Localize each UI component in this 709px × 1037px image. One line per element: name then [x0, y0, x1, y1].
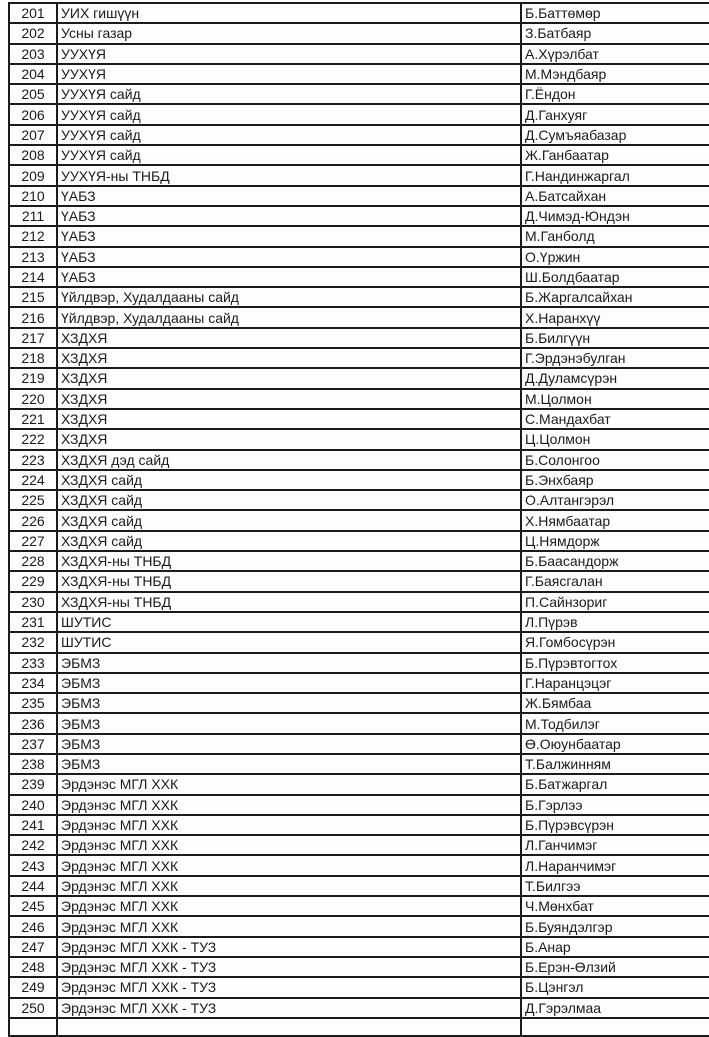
person-name-cell: Г.Нандинжаргал — [521, 165, 709, 185]
table-row — [9, 632, 709, 652]
table-row — [9, 368, 709, 388]
person-name-cell: О.Алтангэрэл — [521, 490, 709, 510]
organization-cell: Эрдэнэс МГЛ ХХК — [57, 815, 521, 835]
organization-cell: Эрдэнэс МГЛ ХХК — [57, 855, 521, 875]
table-row — [9, 592, 709, 612]
row-number-cell: 240 — [9, 795, 57, 815]
table-row — [9, 165, 709, 185]
table-row — [9, 815, 709, 835]
organization-cell: ХЗДХЯ сайд — [57, 470, 521, 490]
row-number-cell: 209 — [9, 165, 57, 185]
row-number-cell: 222 — [9, 429, 57, 449]
organization-cell: ХЗДХЯ — [57, 348, 521, 368]
table-row — [9, 409, 709, 429]
row-number-cell: 227 — [9, 531, 57, 551]
row-number-cell: 242 — [9, 835, 57, 855]
table-row — [9, 531, 709, 551]
row-number-cell: 212 — [9, 226, 57, 246]
row-number-cell: 202 — [9, 23, 57, 43]
person-name-cell: Х.Наранхүү — [521, 307, 709, 327]
organization-cell: УУХҮЯ сайд — [57, 125, 521, 145]
table-row — [9, 673, 709, 693]
table-row — [9, 104, 709, 124]
row-number-cell — [9, 1018, 57, 1036]
table-row — [9, 23, 709, 43]
table-row — [9, 876, 709, 896]
table-row — [9, 653, 709, 673]
person-name-cell: Б.Жаргалсайхан — [521, 287, 709, 307]
row-number-cell: 241 — [9, 815, 57, 835]
row-number-cell: 226 — [9, 510, 57, 530]
person-name-cell: Т.Балжинням — [521, 754, 709, 774]
row-number-cell: 211 — [9, 206, 57, 226]
organization-cell: ШУТИС — [57, 632, 521, 652]
table-row — [9, 571, 709, 591]
organization-cell: ЭБМЗ — [57, 693, 521, 713]
person-name-cell: Б.Буяндэлгэр — [521, 916, 709, 936]
row-number-cell: 236 — [9, 713, 57, 733]
table-row — [9, 450, 709, 470]
person-name-cell: Б.Батжаргал — [521, 774, 709, 794]
person-name-cell: Б.Анар — [521, 937, 709, 957]
person-name-cell: Г.Наранцэцэг — [521, 673, 709, 693]
row-number-cell: 232 — [9, 632, 57, 652]
row-number-cell: 214 — [9, 267, 57, 287]
organization-cell: Эрдэнэс МГЛ ХХК - ТУЗ — [57, 937, 521, 957]
clipped-next-row — [9, 1018, 709, 1036]
person-name-cell: Ө.Оюунбаатар — [521, 734, 709, 754]
organization-cell: УУХҮЯ — [57, 64, 521, 84]
person-name-cell: Б.Баасандорж — [521, 551, 709, 571]
table-row — [9, 328, 709, 348]
person-name-cell: Б.Баттөмөр — [521, 3, 709, 23]
organization-cell: ҮАБЗ — [57, 186, 521, 206]
row-number-cell: 219 — [9, 368, 57, 388]
table-row — [9, 693, 709, 713]
person-name-cell: Я.Гомбосүрэн — [521, 632, 709, 652]
row-number-cell: 205 — [9, 84, 57, 104]
organization-cell: ХЗДХЯ — [57, 429, 521, 449]
person-name-cell: Б.Билгүүн — [521, 328, 709, 348]
row-number-cell: 204 — [9, 64, 57, 84]
table-row — [9, 44, 709, 64]
table-row — [9, 348, 709, 368]
person-name-cell: Д.Чимэд-Юндэн — [521, 206, 709, 226]
person-name-cell: Д.Гэрэлмаа — [521, 998, 709, 1018]
row-number-cell: 218 — [9, 348, 57, 368]
person-name-cell: Д.Дуламсүрэн — [521, 368, 709, 388]
organization-cell: УУХҮЯ сайд — [57, 84, 521, 104]
row-number-cell: 221 — [9, 409, 57, 429]
table-row — [9, 937, 709, 957]
table-row — [9, 226, 709, 246]
row-number-cell: 201 — [9, 3, 57, 23]
organization-cell — [57, 1018, 521, 1036]
row-number-cell: 248 — [9, 957, 57, 977]
table-row — [9, 307, 709, 327]
row-number-cell: 243 — [9, 855, 57, 875]
table-row — [9, 855, 709, 875]
row-number-cell: 216 — [9, 307, 57, 327]
table-row — [9, 916, 709, 936]
organization-cell: ХЗДХЯ сайд — [57, 531, 521, 551]
row-number-cell: 247 — [9, 937, 57, 957]
table-row — [9, 998, 709, 1018]
organization-cell: УУХҮЯ сайд — [57, 104, 521, 124]
row-number-cell: 208 — [9, 145, 57, 165]
table-row — [9, 247, 709, 267]
organization-cell: ХЗДХЯ дэд сайд — [57, 450, 521, 470]
person-name-cell: А.Хүрэлбат — [521, 44, 709, 64]
organization-cell: ҮАБЗ — [57, 267, 521, 287]
person-name-cell: М.Ганболд — [521, 226, 709, 246]
row-number-cell: 223 — [9, 450, 57, 470]
row-number-cell: 244 — [9, 876, 57, 896]
organization-cell: ЭБМЗ — [57, 653, 521, 673]
person-name-cell: Д.Сумъяабазар — [521, 125, 709, 145]
person-name-cell: Ц.Цолмон — [521, 429, 709, 449]
organization-cell: Эрдэнэс МГЛ ХХК - ТУЗ — [57, 977, 521, 997]
organization-cell: Эрдэнэс МГЛ ХХК — [57, 835, 521, 855]
organization-cell: ЭБМЗ — [57, 713, 521, 733]
table-row — [9, 206, 709, 226]
row-number-cell: 220 — [9, 389, 57, 409]
organization-cell: ХЗДХЯ-ны ТНБД — [57, 592, 521, 612]
organization-cell: ШУТИС — [57, 612, 521, 632]
person-name-cell: Т.Билгээ — [521, 876, 709, 896]
scanned-document-page — [8, 2, 709, 1037]
organization-cell: УУХҮЯ сайд — [57, 145, 521, 165]
row-number-cell: 238 — [9, 754, 57, 774]
person-name-cell: Х.Нямбаатар — [521, 510, 709, 530]
person-name-cell: О.Үржин — [521, 247, 709, 267]
organization-cell: ХЗДХЯ — [57, 328, 521, 348]
table-row — [9, 795, 709, 815]
row-number-cell: 230 — [9, 592, 57, 612]
row-number-cell: 215 — [9, 287, 57, 307]
row-number-cell: 231 — [9, 612, 57, 632]
organization-cell: Эрдэнэс МГЛ ХХК — [57, 916, 521, 936]
person-name-cell: Г.Баясгалан — [521, 571, 709, 591]
person-name-cell: Б.Гэрлээ — [521, 795, 709, 815]
table-row — [9, 64, 709, 84]
table-row — [9, 470, 709, 490]
table-row — [9, 835, 709, 855]
person-name-cell: Л.Ганчимэг — [521, 835, 709, 855]
row-number-cell: 210 — [9, 186, 57, 206]
table-row — [9, 125, 709, 145]
organization-cell: ХЗДХЯ — [57, 409, 521, 429]
row-number-cell: 217 — [9, 328, 57, 348]
row-number-cell: 245 — [9, 896, 57, 916]
organization-cell: УИХ гишүүн — [57, 3, 521, 23]
row-number-cell: 237 — [9, 734, 57, 754]
row-number-cell: 207 — [9, 125, 57, 145]
table-row — [9, 612, 709, 632]
table-row — [9, 734, 709, 754]
person-name-cell: Ш.Болдбаатар — [521, 267, 709, 287]
row-number-cell: 228 — [9, 551, 57, 571]
organization-cell: ХЗДХЯ-ны ТНБД — [57, 571, 521, 591]
organization-cell: ҮАБЗ — [57, 226, 521, 246]
person-name-cell: Б.Энхбаяр — [521, 470, 709, 490]
row-number-cell: 224 — [9, 470, 57, 490]
table-row — [9, 774, 709, 794]
table-row — [9, 429, 709, 449]
organization-cell: УУХҮЯ-ны ТНБД — [57, 165, 521, 185]
table-row — [9, 754, 709, 774]
person-name-cell: Б.Ерэн-Өлзий — [521, 957, 709, 977]
row-number-cell: 246 — [9, 916, 57, 936]
person-name-cell: Л.Наранчимэг — [521, 855, 709, 875]
person-name-cell: С.Мандахбат — [521, 409, 709, 429]
row-number-cell: 235 — [9, 693, 57, 713]
row-number-cell: 234 — [9, 673, 57, 693]
table-row — [9, 389, 709, 409]
organization-cell: Эрдэнэс МГЛ ХХК — [57, 774, 521, 794]
table-row — [9, 510, 709, 530]
row-number-cell: 229 — [9, 571, 57, 591]
organization-cell: ЭБМЗ — [57, 754, 521, 774]
organization-cell: Үйлдвэр, Худалдааны сайд — [57, 307, 521, 327]
table-row — [9, 267, 709, 287]
organization-cell: ХЗДХЯ — [57, 368, 521, 388]
organization-cell: Эрдэнэс МГЛ ХХК — [57, 795, 521, 815]
person-name-cell: Ж.Бямбаа — [521, 693, 709, 713]
organization-cell: ХЗДХЯ сайд — [57, 490, 521, 510]
organization-cell: ЭБМЗ — [57, 673, 521, 693]
organization-cell: Үйлдвэр, Худалдааны сайд — [57, 287, 521, 307]
row-number-cell: 206 — [9, 104, 57, 124]
person-name-cell: Г.Эрдэнэбулган — [521, 348, 709, 368]
table-row — [9, 977, 709, 997]
person-name-cell: З.Батбаяр — [521, 23, 709, 43]
organization-cell: Эрдэнэс МГЛ ХХК — [57, 896, 521, 916]
organization-cell: Эрдэнэс МГЛ ХХК - ТУЗ — [57, 998, 521, 1018]
person-name-cell: Л.Пүрэв — [521, 612, 709, 632]
person-name-cell: Г.Ёндон — [521, 84, 709, 104]
table-row — [9, 551, 709, 571]
row-number-cell: 249 — [9, 977, 57, 997]
organization-cell: УУХҮЯ — [57, 44, 521, 64]
person-name-cell: Б.Пүрэвтогтох — [521, 653, 709, 673]
row-number-cell: 239 — [9, 774, 57, 794]
person-name-cell: Ж.Ганбаатар — [521, 145, 709, 165]
person-name-cell: М.Цолмон — [521, 389, 709, 409]
row-number-cell: 225 — [9, 490, 57, 510]
table-row — [9, 490, 709, 510]
organization-cell: ХЗДХЯ — [57, 389, 521, 409]
row-number-cell: 213 — [9, 247, 57, 267]
table-row — [9, 896, 709, 916]
person-name-cell — [521, 1018, 709, 1036]
roster-table-body — [9, 3, 709, 1018]
table-row — [9, 84, 709, 104]
person-name-cell: М.Мэндбаяр — [521, 64, 709, 84]
table-row — [9, 957, 709, 977]
person-name-cell: А.Батсайхан — [521, 186, 709, 206]
row-number-cell: 233 — [9, 653, 57, 673]
organization-cell: Эрдэнэс МГЛ ХХК - ТУЗ — [57, 957, 521, 977]
person-name-cell: Д.Ганхуяг — [521, 104, 709, 124]
organization-cell: Усны газар — [57, 23, 521, 43]
organization-cell: ҮАБЗ — [57, 247, 521, 267]
table-row — [9, 186, 709, 206]
table-row — [9, 713, 709, 733]
person-name-cell: П.Сайнзориг — [521, 592, 709, 612]
table-row — [9, 287, 709, 307]
table-row — [9, 145, 709, 165]
organization-cell: Эрдэнэс МГЛ ХХК — [57, 876, 521, 896]
person-name-cell: Б.Пүрэвсүрэн — [521, 815, 709, 835]
row-number-cell: 203 — [9, 44, 57, 64]
organization-cell: ХЗДХЯ сайд — [57, 510, 521, 530]
table-row — [9, 3, 709, 23]
organization-cell: ХЗДХЯ-ны ТНБД — [57, 551, 521, 571]
row-number-cell: 250 — [9, 998, 57, 1018]
person-name-cell: Б.Солонгоо — [521, 450, 709, 470]
person-name-cell: Б.Цэнгэл — [521, 977, 709, 997]
person-name-cell: Ч.Мөнхбат — [521, 896, 709, 916]
personnel-roster-table — [8, 2, 709, 1037]
person-name-cell: М.Тодбилэг — [521, 713, 709, 733]
organization-cell: ЭБМЗ — [57, 734, 521, 754]
person-name-cell: Ц.Нямдорж — [521, 531, 709, 551]
organization-cell: ҮАБЗ — [57, 206, 521, 226]
